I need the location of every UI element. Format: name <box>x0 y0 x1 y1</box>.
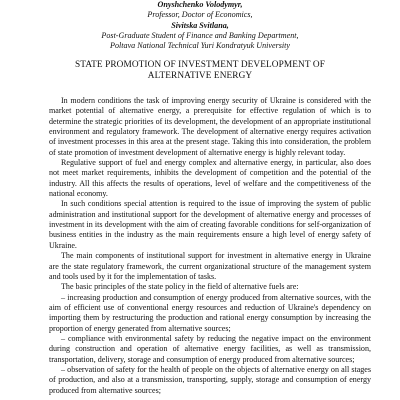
paper-title <box>40 60 360 82</box>
paragraph-regulative-support: Regulative support of fuel and energy complex and alternative energy, in particular, also does not meet market requirements, inhibits the development of competition and the potential of the industry. All this affects the results of operations, level of welfare and the competitiveness of the national economy. <box>49 158 371 199</box>
body-text <box>49 96 371 396</box>
paragraph-intro: In modern conditions the task of improving energy security of Ukraine is considered with the market potential of alternative energy, a prerequisite for effective regulation of which is to determine the strategic priorities of its development, the development of an appropriate institutional environment and regulatory framework. The development of alternative energy requires activation of investment processes in this area at the present stage. Taking this into consideration, the problem of state promotion of investment development of alternative energy is highly relevant today. <box>49 96 371 157</box>
affiliation: Poltava National Technical Yuri Kondratyuk University <box>110 41 290 51</box>
list-item-environment: – compliance with environmental safety by reducing the negative impact on the environment during construction and operation of alternative energy facilities, as well as transmission, transportation, delivery, storage and consumption of energy produced from alternative sources; <box>49 333 371 364</box>
author-block <box>0 0 400 51</box>
author-1-role: Professor, Doctor of Economics, <box>147 10 253 20</box>
paragraph-institutional-support: The main components of institutional support for investment in alternative energy in Ukraine are the state regulatory framework, the current organizational structure of the management system and tools used by it for the implementation of tasks. <box>49 251 371 281</box>
author-2-name: Sivitska Svitlana, <box>171 20 229 30</box>
paper-title-line-2: ALTERNATIVE ENERGY <box>147 71 253 82</box>
paper-title-line-1: STATE PROMOTION OF INVESTMENT DEVELOPMENT OF <box>75 60 325 70</box>
list-item-production: – increasing production and consumption of energy produced from alternative sources, with the aim of efficient use of conventional energy resources and reduction of Ukraine's dependency on importing them by restructuring the production and rational energy consumption by increasing the proportion of energy generated from alternative sources; <box>49 292 371 333</box>
paragraph-public-administration: In such conditions special attention is required to the issue of improving the system of public administration and institutional support for the development of alternative energy and processes of investment in its development with the aim of creating favorable conditions for self-organization of business entities in the industry as the main requirements ensure a high level of energy safety of Ukraine. <box>49 199 371 250</box>
author-1-name: Onyshchenko Volodymyr, <box>157 0 243 9</box>
paragraph-basic-principles: The basic principles of the state policy in the field of alternative fuels are: <box>61 282 299 292</box>
list-item-safety: – observation of safety for the health of people on the objects of alternative energy on all stages of production, and also at a transmission, transporting, supply, storage and consumption of energy produced from alternative sources; <box>49 364 371 395</box>
author-2-role: Post-Graduate Student of Finance and Banking Department, <box>101 30 299 40</box>
